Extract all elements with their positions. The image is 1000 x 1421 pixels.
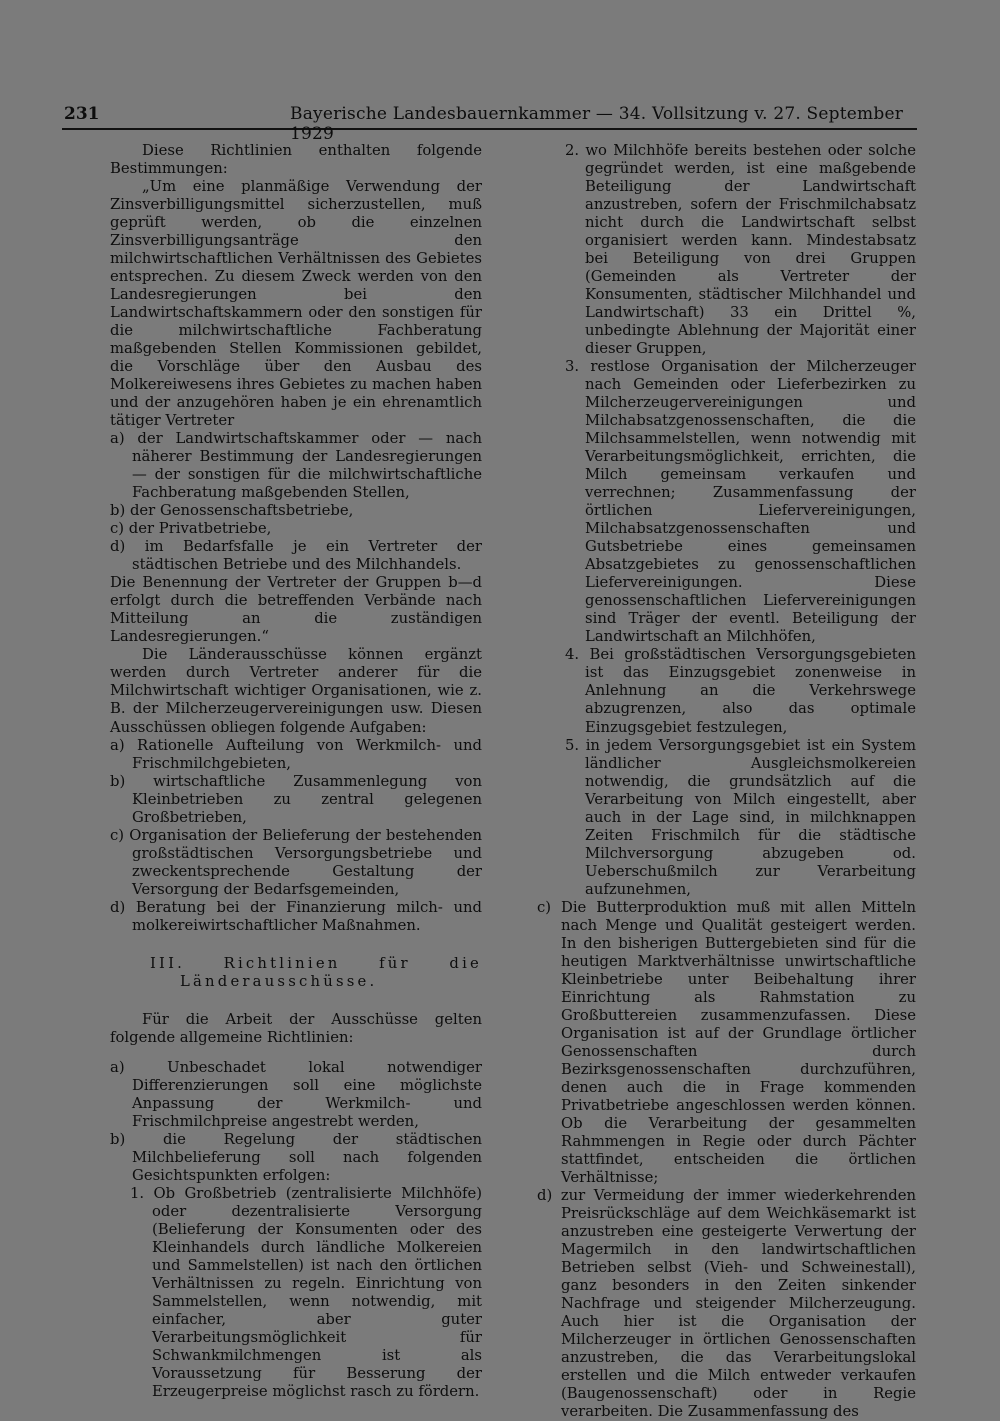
paragraph: 3. restlose Organisation der Milcherzeuger nach Gemeinden oder Lieferbezirken zu Milcherzeugervereinigungen und Milchabsatzgenossenschaften, die die Milchsammelstellen, wenn notwendig mit Verarbeitungsmöglichkeit, errichten, die Milch gemeinsam verkaufen und verrechnen; Zusammenfassung der örtlichen Liefervereinigungen, Milchabsatzgenossenschaften und Gutsbetriebe eines gemeinsamen Absatzgebietes zu genossenschaftlichen Liefervereinigungen. Diese genossenschaftlichen Liefervereinigungen sind Träger der eventl. Beteiligung der Landwirtschaft an Milchhöfen, bbox=[565, 358, 916, 646]
paragraph: a) Unbeschadet lokal notwendiger Differenzierungen soll eine möglichste Anpassung der Werkmilch- und Frischmilchpreise angestrebt werden, bbox=[110, 1058, 482, 1130]
paragraph: c) Organisation der Belieferung der bestehenden großstädtischen Versorgungsbetriebe und zweckentsprechende Gestaltung der Versorgung der Bedarfsgemeinden, bbox=[110, 826, 482, 898]
page-number: 231 bbox=[64, 104, 100, 124]
paragraph: d) zur Vermeidung der immer wiederkehrenden Preisrückschläge auf dem Weichkäsemarkt ist anzustreben eine gesteigerte Verwertung der Magermilch in den landwirtschaftlichen Betrieben selbst (Vieh- und Schweinestall), ganz besonders in den Zeiten sinkender Nachfrage und steigender Milcherzeugung. Auch hier ist die Organisation der Milcherzeuger in örtlichen Genossenschaften anzustreben, die das Verarbeitungslokal erstellen und die Milch entweder verkaufen (Baugenossenschaft) oder in Regie verarbeiten. Die Zusammenfassung des bbox=[537, 1186, 916, 1421]
paragraph: b) der Genossenschaftsbetriebe, bbox=[110, 502, 354, 520]
paragraph: b) wirtschaftliche Zusammenlegung von Kleinbetrieben zu zentral gelegenen Großbetrieben, bbox=[110, 772, 482, 826]
paragraph: a) der Landwirtschaftskammer oder — nach näherer Bestimmung der Landesregierungen — der sonstigen für die milchwirtschaftliche Fachberatung maßgebenden Stellen, bbox=[110, 430, 482, 502]
paragraph: a) Rationelle Aufteilung von Werkmilch- und Frischmilchgebieten, bbox=[110, 736, 482, 772]
paragraph: „Um eine planmäßige Verwendung der Zinsverbilligungsmittel sicherzustellen, muß geprüft werden, ob die einzelnen Zinsverbilligungsanträge den milchwirtschaftlichen Verhältnissen des Gebietes entsprechen. Zu diesem Zweck werden von den Landesregierungen bei den Landwirtschaftskammern oder den sonstigen für die milchwirtschaftliche Fachberatung maßgebenden Stellen Kommissionen gebildet, die Vorschläge über den Ausbau des Molkereiwesens ihres Gebietes zu machen haben und der anzugehören haben je ein ehrenamtlich tätiger Vertreter bbox=[110, 178, 482, 430]
section-heading: III. Richtlinien für die Länderausschüsse. bbox=[150, 954, 482, 990]
header-title: Bayerische Landesbauernkammer — 34. Vollsitzung v. 27. September 1929 bbox=[290, 104, 904, 144]
paragraph: 1. Ob Großbetrieb (zentralisierte Milchhöfe) oder dezentralisierte Versorgung (Belieferung der Konsumenten oder des Kleinhandels durch ländliche Molkereien und Sammelstellen) ist nach den örtlichen Verhältnissen zu regeln. Einrichtung von Sammelstellen, wenn notwendig, mit einfacher, aber guter Verarbeitungsmöglichkeit für Schwankmilchmengen ist als Voraussetzung für Besserung der Erzeugerpreise möglichst rasch zu fördern. bbox=[130, 1184, 482, 1401]
paragraph: d) im Bedarfsfalle je ein Vertreter der städtischen Betriebe und des Milchhandels. bbox=[110, 538, 482, 574]
left-column bbox=[110, 142, 482, 1401]
paragraph: c) der Privatbetriebe, bbox=[110, 520, 272, 538]
paragraph: b) die Regelung der städtischen Milchbelieferung soll nach folgenden Gesichtspunkten erfolgen: bbox=[110, 1130, 482, 1184]
running-header bbox=[62, 104, 917, 144]
paragraph: 2. wo Milchhöfe bereits bestehen oder solche gegründet werden, ist eine maßgebende Beteiligung der Landwirtschaft anzustreben, sofern der Frischmilchabsatz nicht durch die Landwirtschaft selbst organisiert werden kann. Mindestabsatz bei Beteiligung von drei Gruppen (Gemeinden als Vertreter der Konsumenten, städtischer Milchhandel und Landwirtschaft) 33 ein Drittel %, unbedingte Ablehnung der Majorität einer dieser Gruppen, bbox=[565, 142, 916, 358]
paragraph: d) Beratung bei der Finanzierung milch- und molkereiwirtschaftlicher Maßnahmen. bbox=[110, 898, 482, 934]
paragraph: Für die Arbeit der Ausschüsse gelten folgende allgemeine Richtlinien: bbox=[110, 1010, 482, 1046]
paragraph: Diese Richtlinien enthalten folgende Bestimmungen: bbox=[110, 142, 482, 178]
paragraph: Die Benennung der Vertreter der Gruppen b—d erfolgt durch die betreffenden Verbände nach Mitteilung an die zuständigen Landesregierungen.“ bbox=[110, 574, 482, 646]
right-column bbox=[537, 142, 916, 1421]
paragraph: Die Länderausschüsse können ergänzt werden durch Vertreter anderer für die Milchwirtschaft wichtiger Organisationen, wie z. B. der Milcherzeugervereinigungen usw. Diesen Ausschüssen obliegen folgende Aufgaben: bbox=[110, 646, 482, 736]
paragraph: c) Die Butterproduktion muß mit allen Mitteln nach Menge und Qualität gesteigert werden. In den bisherigen Buttergebieten sind für die heutigen Marktverhältnisse unwirtschaftliche Kleinbetriebe unter Beibehaltung ihrer Einrichtung als Rahmstation zu Großbuttereien zusammenzufassen. Diese Organisation ist auf der Grundlage örtlicher Genossenschaften durch Bezirksgenossenschaften durchzuführen, denen auch die in Frage kommenden Privatbetriebe angeschlossen werden können. Ob die Verarbeitung der gesammelten Rahmmengen in Regie oder durch Pächter stattfindet, entscheiden die örtlichen Verhältnisse; bbox=[537, 898, 916, 1186]
paragraph: 4. Bei großstädtischen Versorgungsgebieten ist das Einzugsgebiet zonenweise in Anlehnung an die Verkehrswege abzugrenzen, also das optimale Einzugsgebiet festzulegen, bbox=[565, 646, 916, 736]
paragraph: 5. in jedem Versorgungsgebiet ist ein System ländlicher Ausgleichsmolkereien notwendig, die grundsätzlich auf die Verarbeitung von Milch eingestellt, aber auch in der Lage sind, in milchknappen Zeiten Frischmilch für die städtische Milchversorgung abzugeben od. Ueberschußmilch zur Verarbeitung aufzunehmen, bbox=[565, 736, 916, 898]
